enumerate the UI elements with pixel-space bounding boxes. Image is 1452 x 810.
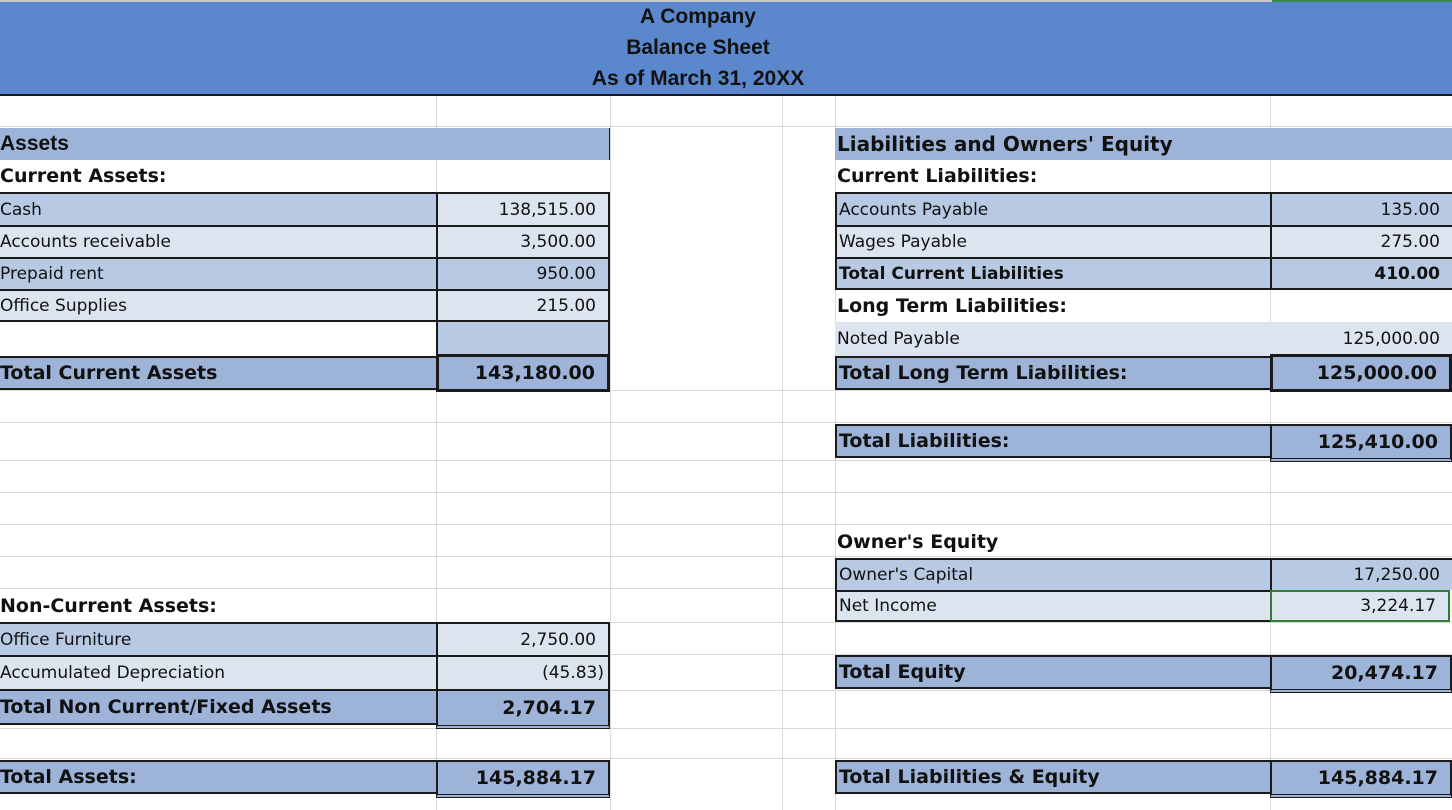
noncurrent-assets-heading: Non-Current Assets: bbox=[0, 595, 217, 617]
asset-supplies-label: Office Supplies bbox=[0, 289, 436, 322]
liab-notes-label: Noted Payable bbox=[835, 322, 1270, 356]
report-title: Balance Sheet bbox=[626, 36, 770, 59]
total-assets-label: Total Assets: bbox=[0, 760, 436, 794]
total-current-liabilities-value: 410.00 bbox=[1270, 257, 1452, 290]
asset-cash-label: Cash bbox=[0, 192, 436, 225]
total-liabilities-equity-label: Total Liabilities & Equity bbox=[835, 760, 1270, 794]
total-noncurrent-value: 2,704.17 bbox=[436, 689, 610, 729]
asset-cash-value: 138,515.00 bbox=[436, 192, 610, 225]
liab-notes-value: 125,000.00 bbox=[1270, 322, 1452, 356]
report-date: As of March 31, 20XX bbox=[591, 67, 805, 90]
longterm-liabilities-heading: Long Term Liabilities: bbox=[837, 295, 1067, 317]
total-current-liabilities-label: Total Current Liabilities bbox=[835, 257, 1270, 290]
asset-prepaid-value: 950.00 bbox=[436, 257, 610, 289]
total-liabilities-equity-value: 145,884.17 bbox=[1270, 760, 1452, 798]
asset-depreciation-value: (45.83) bbox=[436, 655, 610, 689]
total-assets-value: 145,884.17 bbox=[436, 760, 610, 798]
owners-equity-heading: Owner's Equity bbox=[837, 531, 999, 553]
report-header bbox=[0, 0, 1452, 96]
asset-supplies-value: 215.00 bbox=[436, 289, 610, 322]
liabilities-heading: Liabilities and Owners' Equity bbox=[835, 128, 1452, 160]
company-name: A Company bbox=[640, 5, 756, 28]
asset-ar-label: Accounts receivable bbox=[0, 225, 436, 257]
asset-furniture-label: Office Furniture bbox=[0, 622, 436, 655]
equity-netincome-label: Net Income bbox=[835, 590, 1270, 622]
liab-ap-value: 135.00 bbox=[1270, 192, 1452, 225]
asset-furniture-value: 2,750.00 bbox=[436, 622, 610, 655]
total-equity-label: Total Equity bbox=[835, 655, 1270, 689]
equity-capital-value: 17,250.00 bbox=[1270, 558, 1452, 590]
current-assets-heading: Current Assets: bbox=[0, 165, 167, 187]
liab-wages-value: 275.00 bbox=[1270, 225, 1452, 257]
total-longterm-label: Total Long Term Liabilities: bbox=[835, 356, 1270, 390]
liab-ap-label: Accounts Payable bbox=[835, 192, 1270, 225]
assets-heading: Assets bbox=[0, 128, 610, 160]
total-current-assets-value: 143,180.00 bbox=[436, 354, 610, 392]
asset-ar-value: 3,500.00 bbox=[436, 225, 610, 257]
equity-netincome-value[interactable]: 3,224.17 bbox=[1270, 590, 1450, 622]
total-liabilities-label: Total Liabilities: bbox=[835, 424, 1270, 458]
total-longterm-value: 125,000.00 bbox=[1270, 354, 1452, 392]
asset-blank-cell bbox=[436, 322, 610, 356]
total-noncurrent-label: Total Non Current/Fixed Assets bbox=[0, 689, 436, 725]
asset-prepaid-label: Prepaid rent bbox=[0, 257, 436, 289]
equity-capital-label: Owner's Capital bbox=[835, 558, 1270, 590]
total-equity-value: 20,474.17 bbox=[1270, 655, 1452, 693]
asset-depreciation-label: Accumulated Depreciation bbox=[0, 655, 436, 689]
liab-wages-label: Wages Payable bbox=[835, 225, 1270, 257]
total-liabilities-value: 125,410.00 bbox=[1270, 424, 1452, 462]
current-liabilities-heading: Current Liabilities: bbox=[837, 165, 1038, 187]
total-current-assets-label: Total Current Assets bbox=[0, 356, 436, 390]
